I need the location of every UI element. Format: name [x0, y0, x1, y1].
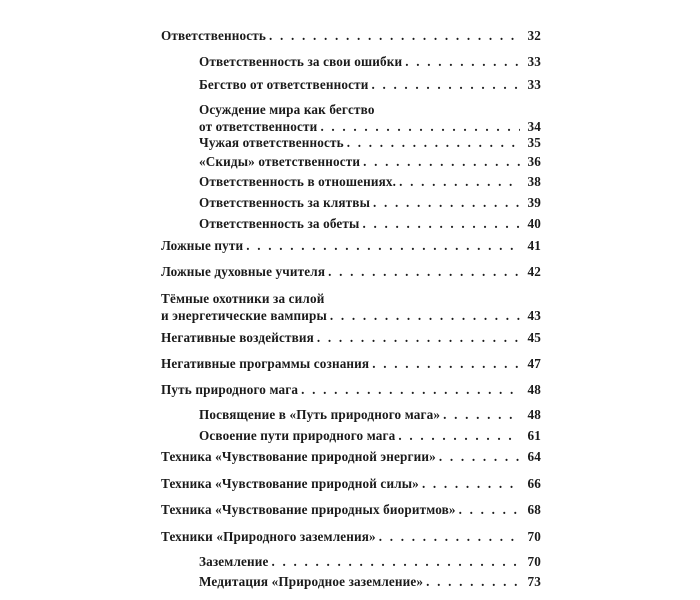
- leader-dots: [426, 574, 520, 590]
- leader-dots: [405, 54, 520, 70]
- toc-entry: [199, 54, 541, 70]
- leader-dots: [246, 238, 520, 254]
- toc-entry: [161, 529, 541, 545]
- toc-entry: [161, 330, 541, 346]
- toc-entry-title: Техники «Природного заземления»: [161, 529, 376, 544]
- toc-entry-title-continued: и энергетические вампиры: [161, 308, 327, 323]
- toc-entry-title: Ответственность за обеты: [199, 216, 360, 231]
- toc-entry-page: 39: [527, 195, 541, 210]
- toc-entry-page: 66: [527, 476, 541, 491]
- toc-entry: [199, 101, 541, 135]
- leader-dots: [328, 264, 520, 280]
- leader-dots: [398, 428, 520, 444]
- leader-dots: [373, 195, 520, 211]
- toc-entry-title: Осуждение мира как бегство: [199, 102, 375, 117]
- leader-dots: [320, 118, 520, 135]
- toc-entry-title: Техника «Чувствование природных биоритмов»: [161, 502, 456, 517]
- toc-entry: [199, 216, 541, 232]
- toc-entry: [199, 428, 541, 444]
- leader-dots: [362, 216, 520, 232]
- toc-entry-page: 48: [527, 382, 541, 397]
- toc-entry-title: Техника «Чувствование природной энергии»: [161, 449, 436, 464]
- toc-entry-page: 48: [527, 407, 541, 422]
- toc-entry-page: 40: [527, 216, 541, 231]
- leader-dots: [422, 476, 520, 492]
- leader-dots: [372, 356, 520, 372]
- toc-entry-title: Ложные духовные учителя: [161, 264, 326, 279]
- toc-entry-page: 61: [527, 428, 541, 443]
- toc-entry: [199, 574, 541, 590]
- toc-entry-title: Бегство от ответственности: [199, 77, 369, 92]
- toc-entry-page: 42: [527, 264, 541, 279]
- toc-entry-page: 45: [527, 330, 541, 345]
- toc-entry: [161, 476, 541, 492]
- leader-dots: [363, 154, 520, 170]
- toc-entry-page: 68: [527, 502, 541, 517]
- leader-dots: [272, 554, 521, 570]
- toc-entry: [199, 195, 541, 211]
- toc-entry-page: 70: [527, 554, 541, 569]
- toc-entry-title: Тёмные охотники за силой: [161, 291, 325, 306]
- toc-entry-page: 33: [527, 54, 541, 69]
- leader-dots: [330, 307, 520, 324]
- leader-dots: [371, 77, 520, 93]
- toc-entry: [161, 290, 541, 324]
- toc-entry-page: 33: [527, 77, 541, 92]
- toc-entry: [161, 356, 541, 372]
- toc-entry-title: Ответственность в отношениях.: [199, 174, 397, 189]
- toc-entry: [199, 407, 541, 423]
- toc-entry-page: 34: [527, 119, 541, 134]
- leader-dots: [379, 529, 520, 545]
- toc-entry: [161, 502, 541, 518]
- toc-entry-title: «Скиды» ответственности: [199, 154, 361, 169]
- toc-entry-page: 38: [527, 174, 541, 189]
- leader-dots: [347, 135, 520, 151]
- toc-entry-title: Ответственность за свои ошибки: [199, 54, 403, 69]
- leader-dots: [301, 382, 520, 398]
- leader-dots: [439, 449, 520, 465]
- toc-entry: [199, 77, 541, 93]
- toc-entry-page: 47: [527, 356, 541, 371]
- toc-entry-title: Негативные программы сознания: [161, 356, 370, 371]
- leader-dots: [443, 407, 520, 423]
- toc-entry-page: 73: [527, 574, 541, 589]
- toc-entry-title: Негативные воздействия: [161, 330, 314, 345]
- toc-entry-title-continued: от ответственности: [199, 119, 318, 134]
- toc-entry: [161, 264, 541, 280]
- leader-dots: [317, 330, 520, 346]
- toc-entry-title: Освоение пути природного мага: [199, 428, 396, 443]
- toc-entry-page: 36: [527, 154, 541, 169]
- toc-entry-title: Чужая ответственность: [199, 135, 344, 150]
- toc-entry: [161, 28, 541, 44]
- toc-entry: [199, 135, 541, 151]
- toc-entry-title: Посвящение в «Путь природного мага»: [199, 407, 441, 422]
- toc-entry-page: 70: [527, 529, 541, 544]
- toc-entry-title: Заземление: [199, 554, 269, 569]
- leader-dots: [459, 502, 520, 518]
- toc-entry: [199, 154, 541, 170]
- toc-entry-title: Ответственность: [161, 28, 267, 43]
- toc-entry: [161, 238, 541, 254]
- toc-entry: [199, 554, 541, 570]
- toc-entry-title: Ответственность за клятвы: [199, 195, 371, 210]
- toc-entry-page: 41: [527, 238, 541, 253]
- toc-entry-title: Медитация «Природное заземление»: [199, 574, 424, 589]
- toc-entry: [199, 174, 541, 190]
- leader-dots: [269, 28, 520, 44]
- toc-entry-page: 35: [527, 135, 541, 150]
- toc-entry-title: Путь природного мага: [161, 382, 299, 397]
- toc-entry-title: Ложные пути: [161, 238, 244, 253]
- toc-entry-page: 64: [527, 449, 541, 464]
- toc-entry-page: 32: [527, 28, 541, 43]
- toc-entry-page: 43: [527, 308, 541, 323]
- toc-entry: [161, 449, 541, 465]
- leader-dots: [399, 174, 520, 190]
- toc-entry-title: Техника «Чувствование природной силы»: [161, 476, 419, 491]
- toc-entry: [161, 382, 541, 398]
